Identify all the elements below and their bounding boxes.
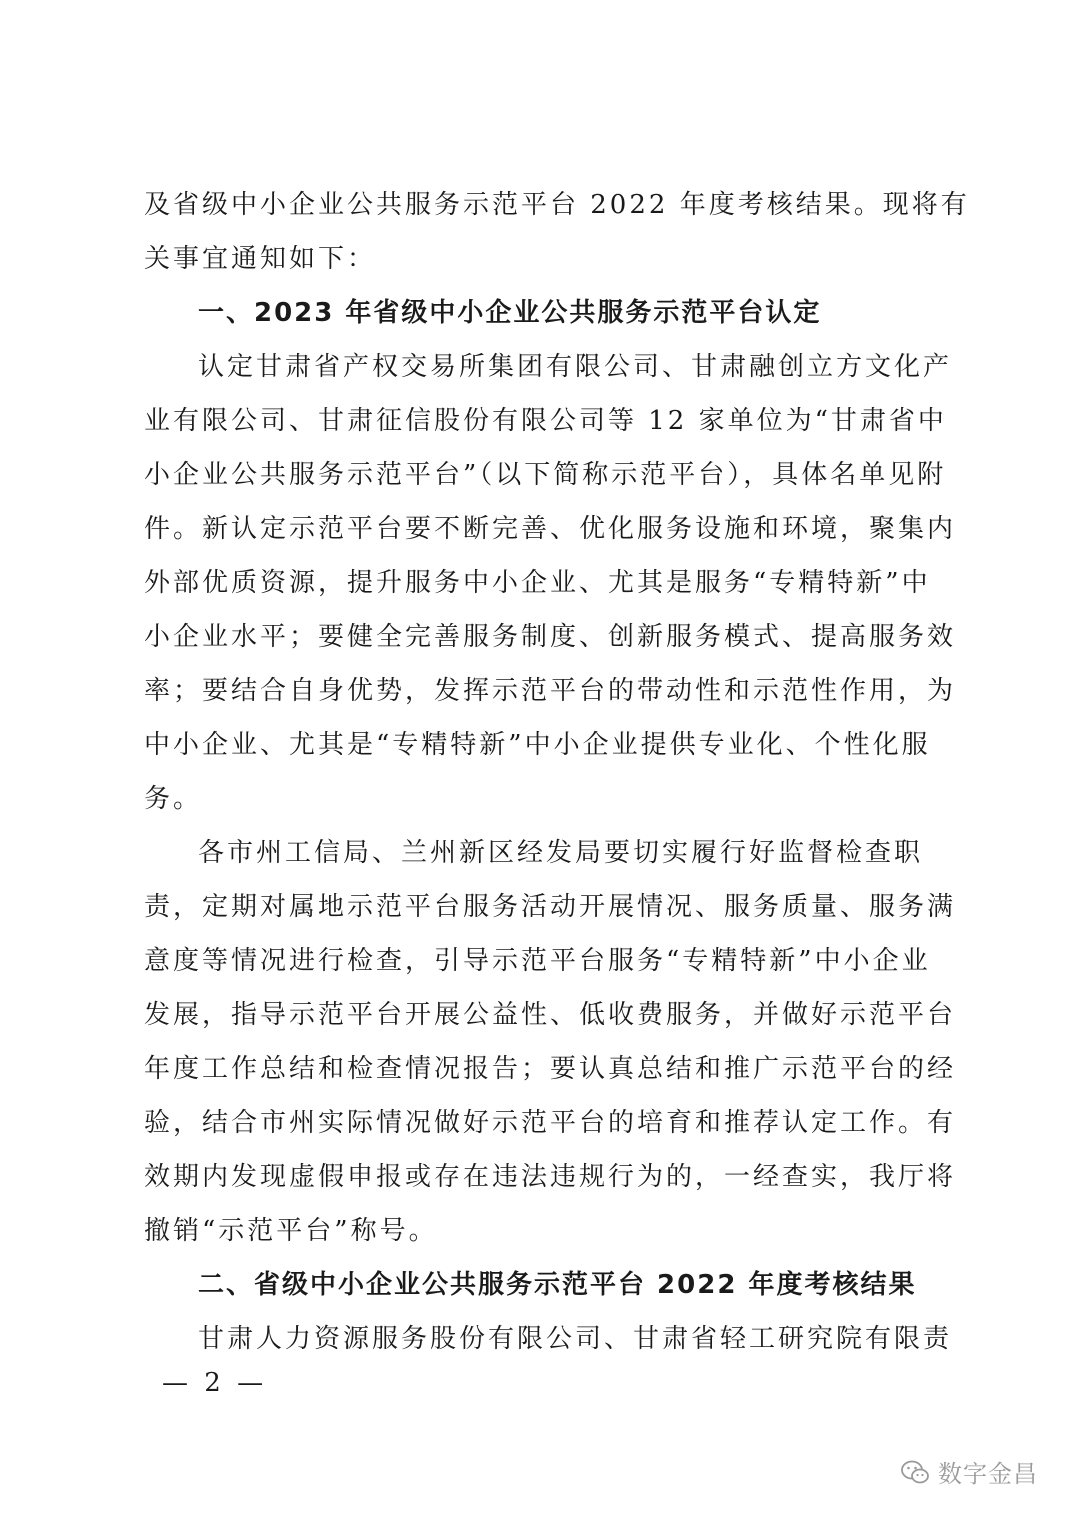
section-heading-2: 二、省级中小企业公共服务示范平台 2022 年度考核结果 [198,1270,917,1300]
watermark [900,1454,1038,1489]
text-line: 责，定期对属地示范平台服务活动开展情况、服务质量、服务满 [144,892,957,922]
paragraph-supervision [144,826,957,1258]
text-line: 各市州工信局、兰州新区经发局要切实履行好监督检查职 [198,838,924,868]
paragraph-certification [144,340,957,826]
wechat-icon [900,1459,930,1485]
text-line: 认定甘肃省产权交易所集团有限公司、甘肃融创立方文化产 [198,352,953,382]
document-page [144,178,970,1366]
intro-paragraph [144,178,970,286]
text-line: 发展，指导示范平台开展公益性、低收费服务，并做好示范平台 [144,1000,957,1030]
paragraph-assessment [144,1312,953,1366]
text-line: 效期内发现虚假申报或存在违法违规行为的，一经查实，我厅将 [144,1162,957,1192]
text-line: 率；要结合自身优势，发挥示范平台的带动性和示范性作用，为 [144,676,957,706]
text-line: 件。新认定示范平台要不断完善、优化服务设施和环境，聚集内 [144,514,957,544]
text-line: 业有限公司、甘肃征信股份有限公司等 12 家单位为“甘肃省中 [144,406,947,436]
text-line: 年度工作总结和检查情况报告；要认真总结和推广示范平台的经 [144,1054,957,1084]
text-line: 小企业水平；要健全完善服务制度、创新服务模式、提高服务效 [144,622,957,652]
text-line: 小企业公共服务示范平台”（以下简称示范平台），具体名单见附 [144,460,947,490]
text-line: 关事宜通知如下： [144,244,377,274]
text-line: 撤销“示范平台”称号。 [144,1216,438,1246]
text-line: 外部优质资源，提升服务中小企业、尤其是服务“专精特新”中 [144,568,931,598]
text-line: 及省级中小企业公共服务示范平台 2022 年度考核结果。现将有 [144,190,970,220]
text-line: 意度等情况进行检查，引导示范平台服务“专精特新”中小企业 [144,946,931,976]
section-heading-1: 一、2023 年省级中小企业公共服务示范平台认定 [198,298,822,328]
text-line: 务。 [144,784,203,814]
text-line: 验，结合市州实际情况做好示范平台的培育和推荐认定工作。有 [144,1108,957,1138]
text-line: 甘肃人力资源服务股份有限公司、甘肃省轻工研究院有限责 [198,1324,953,1354]
text-line: 中小企业、尤其是“专精特新”中小企业提供专业化、个性化服 [144,730,931,760]
page-number: — 2 — [162,1368,268,1398]
watermark-text: 数字金昌 [938,1460,1038,1488]
